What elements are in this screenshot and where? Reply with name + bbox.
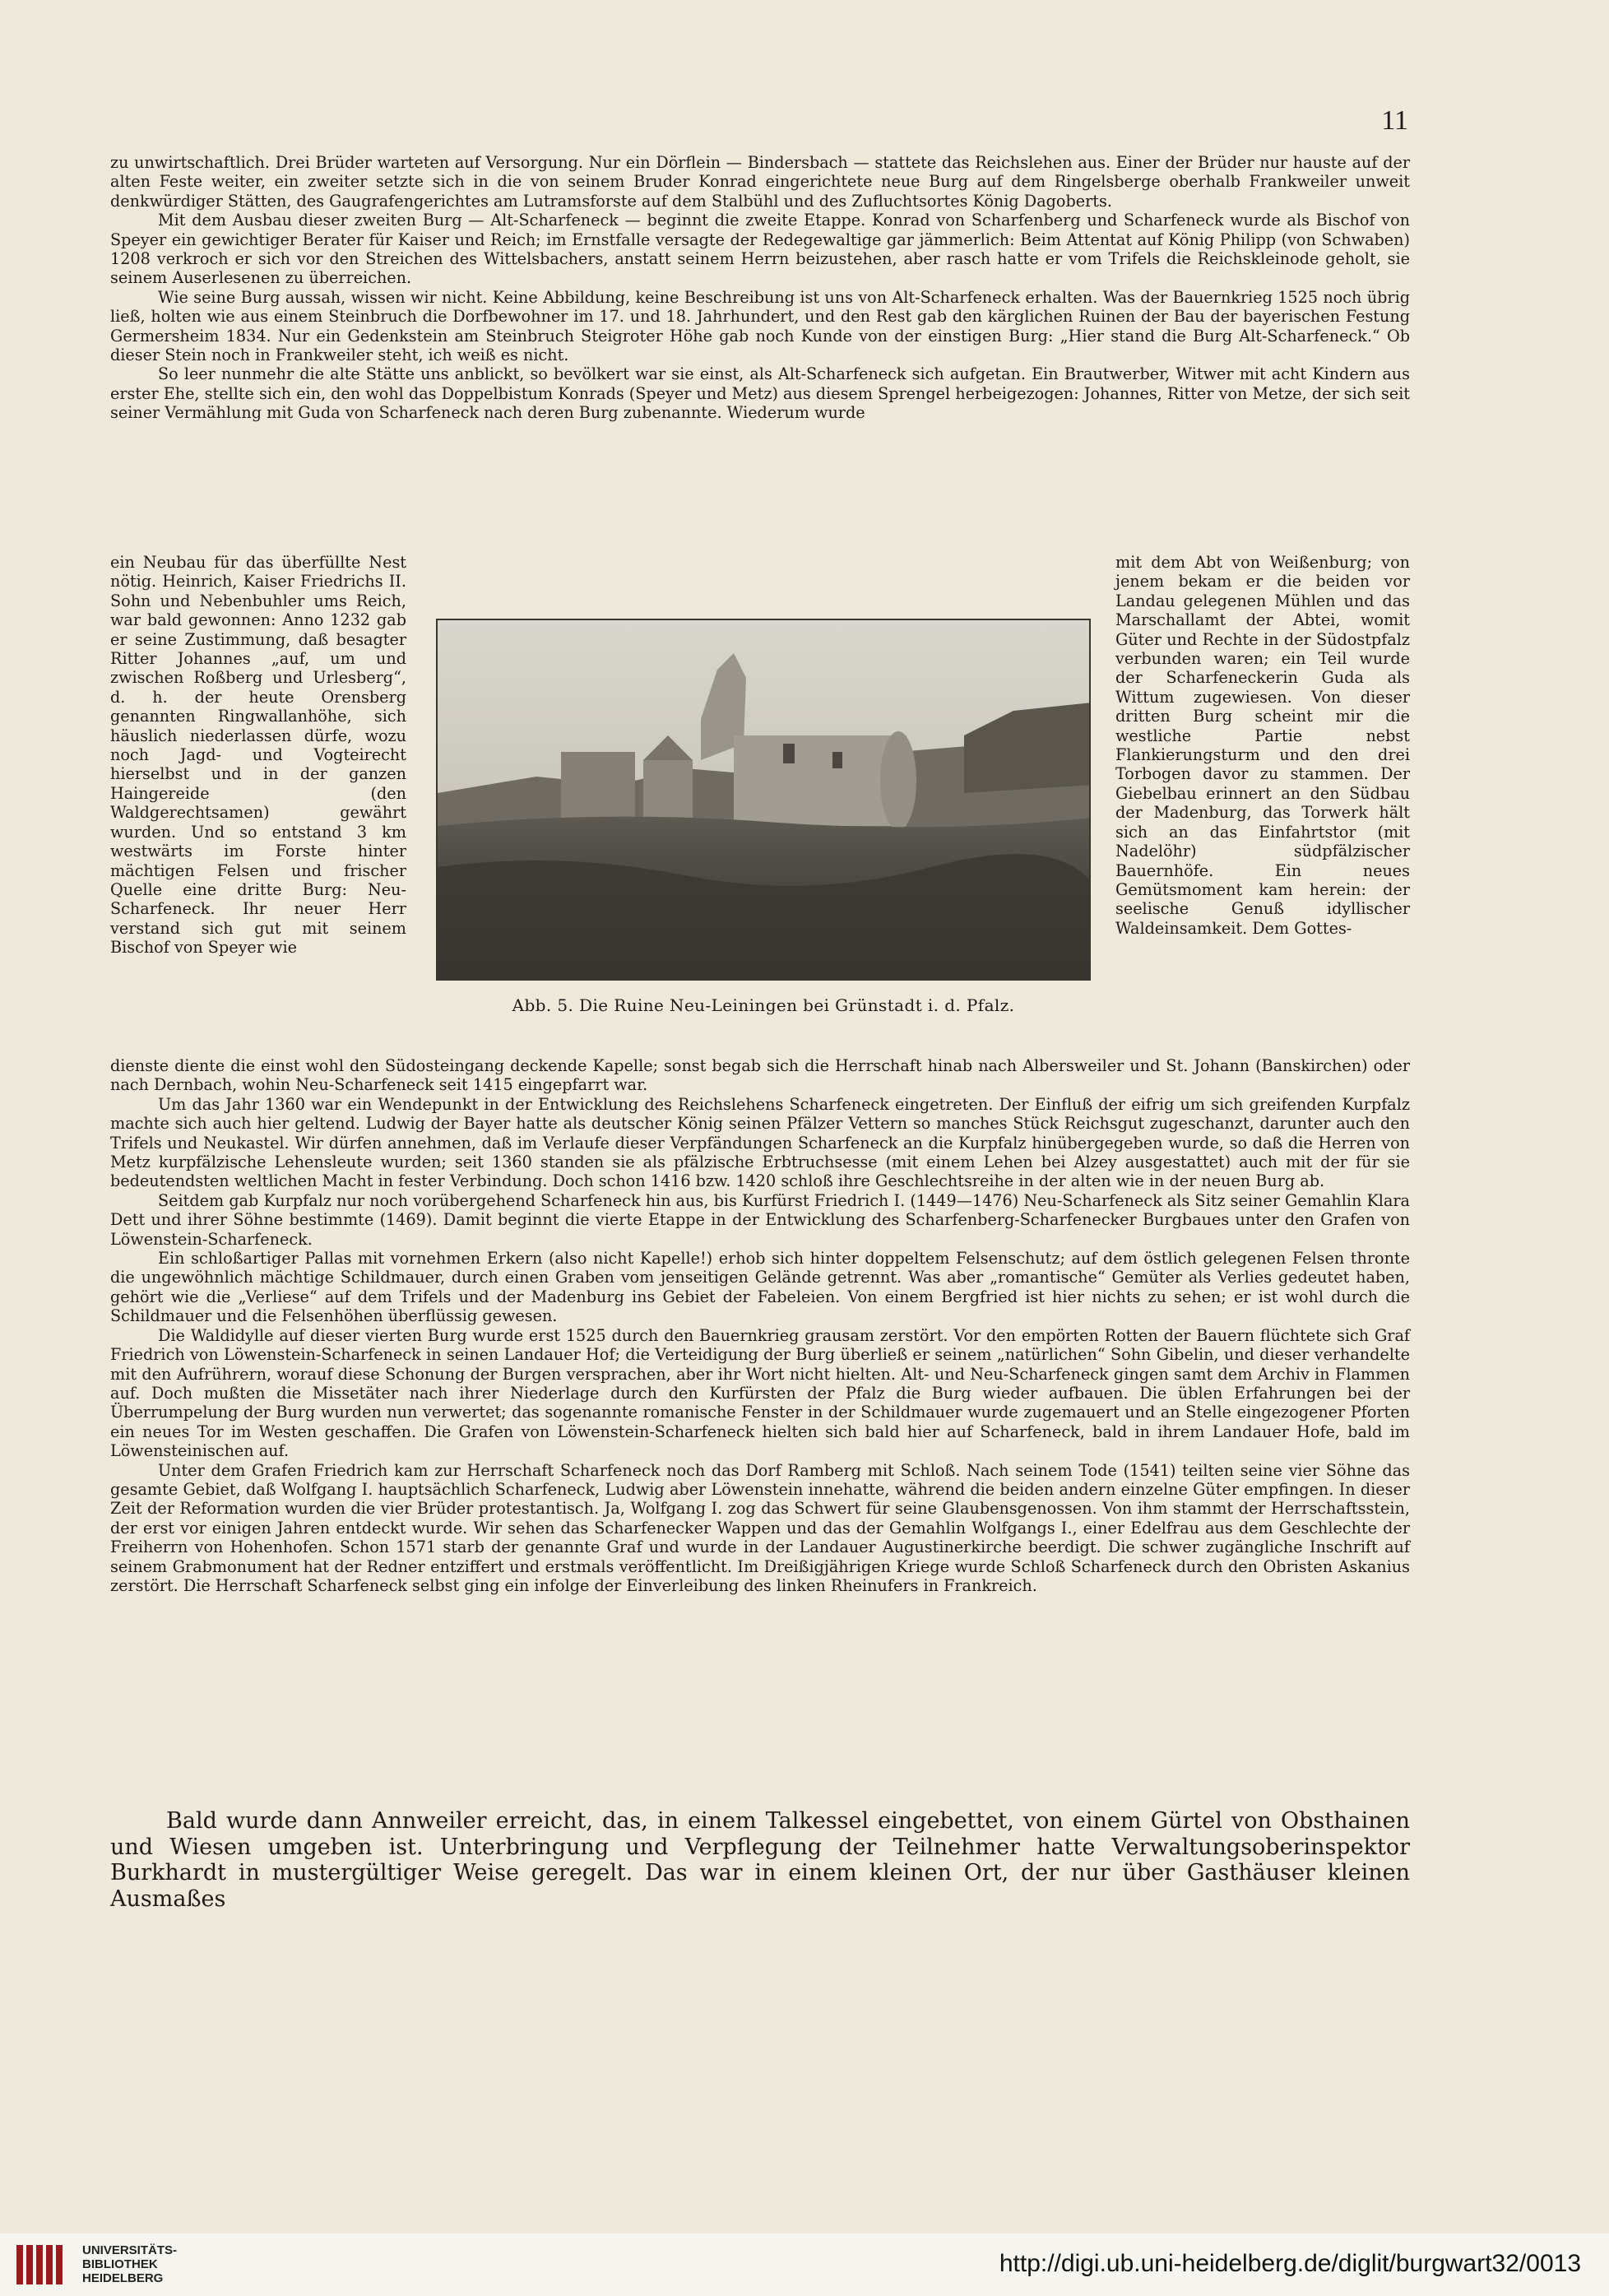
right-column-text: mit dem Abt von Weißenburg; von jenem bekam er die beiden vor Landau gelegenen Mühlen und das Marschallamt der Abtei, womit Güter und Rechte in der Südostpfalz verbunden waren; ein Teil wurde der Scharfeneckerin Guda als Wittum zugewiesen. Von dieser dritten Burg scheint mir die westliche Partie nebst Flankierungsturm und den drei Torbogen davor zu stammen. Der Giebelbau erinnert an den Südbau der Madenburg, das Torwerk hält sich an das Einfahrtstor (mit Nadelöhr) südpfälzischer Bauernhöfe. Ein neues Gemütsmoment kam herein: der seelische Genuß idyllischer Waldeinsamkeit. Dem Gottes-: [1115, 553, 1410, 938]
paragraph: dienste diente die einst wohl den Südosteingang deckende Kapelle; sonst begab sich die Herrschaft hinab nach Albersweiler und St. Johann (Banskirchen) oder nach Dernbach, wohin Neu-Scharfeneck seit 1415 eingepfarrt war.: [110, 1056, 1410, 1095]
paragraph: Ein schloßartiger Pallas mit vornehmen Erkern (also nicht Kapelle!) erhob sich hinter doppeltem Felsenschutz; auf dem östlich gelegenen Felsen thronte die ungewöhnlich mächtige Schildmauer, durch einen Graben vom jenseitigen Gelände getrennt. Was aber „romantische“ Gemüter als Verlies gedeutet haben, gehört wie die „Verliese“ auf dem Trifels und der Madenburg ins Gebiet der Fabeleien. Von einem Bergfried ist hier nichts zu sehen; er ist wohl durch die Schildmauer und die Felsenhöhen überflüssig gewesen.: [110, 1249, 1410, 1326]
paragraph: Mit dem Ausbau dieser zweiten Burg — Alt-Scharfeneck — beginnt die zweite Etappe. Konrad von Scharfenberg und Scharfeneck wurde als Bischof von Speyer ein gewichtiger Berater für Kaiser und Reich; im Ernstfalle versagte der Redegewaltige gar jämmerlich: Beim Attentat auf König Philipp (von Schwaben) 1208 verkroch er sich vor den Streichen des Wittelsbachers, anstatt seinem Herrn beizustehen, aber rasch hatte er vom Trifels die Reichskleinode geholt, sie seinem Auserlesenen zu überreichen.: [110, 211, 1410, 288]
library-name-line: UNIVERSITÄTS-: [82, 2243, 178, 2257]
paragraph: Um das Jahr 1360 war ein Wendepunkt in der Entwicklung des Reichslehens Scharfeneck eingetreten. Der Einfluß der eifrig um sich greifenden Kurpfalz machte sich auch hier geltend. Ludwig der Bayer hatte als deutscher König seinen Pfälzer Vettern so manches Stück Reichsgut zugeschanzt, darunter auch den Trifels und Neukastel. Wir dürfen annehmen, daß im Verlaufe dieser Verpfändungen Scharfeneck an die Kurpfalz hinübergegeben wurde, so daß die Herren von Metz kurpfälzische Lehensleute wurden; seit 1360 standen sie als pfälzische Erbtruchsesse (mit einem Lehen bei Alzey ausgestattet) auch mit der für sie bedeutendsten weltlichen Macht in fester Verbindung. Doch schon 1416 bzw. 1420 schloß ihre Geschlechtsreihe in der alten wie in der neuen Burg ab.: [110, 1094, 1410, 1191]
digitization-footer: [0, 2233, 1609, 2296]
library-name-line: BIBLIOTHEK: [82, 2257, 158, 2271]
bottom-text: [110, 1056, 1410, 1595]
university-library-logo: [15, 2242, 67, 2288]
library-name-line: HEIDELBERG: [82, 2271, 164, 2285]
figure-caption: Abb. 5. Die Ruine Neu-Leiningen bei Grünstadt i. d. Pfalz.: [512, 995, 1015, 1015]
library-name: [82, 2243, 177, 2285]
paragraph: Unter dem Grafen Friedrich kam zur Herrschaft Scharfeneck noch das Dorf Ramberg mit Schloß. Nach seinem Tode (1541) teilten seine vier Söhne das gesamte Gebiet, daß Wolfgang I. hauptsächlich Scharfeneck, Ludwig aber Löwenstein innehatte, während die beiden andern einzelne Güter empfingen. In dieser Zeit der Reformation wurden die vier Brüder protestantisch. Ja, Wolfgang I. zog das Schwert für seine Glaubensgenossen. Von ihm stammt der Herrschaftsstein, der erst vor einigen Jahren entdeckt wurde. Wir sehen das Scharfenecker Wappen und das der Gemahlin Wolfgangs I., einer Edelfrau aus dem Geschlechte der Freiherrn von Hohenhofen. Schon 1571 starb der genannte Graf und wurde in der Landauer Augustinerkirche beerdigt. Die schwer zugängliche Inschrift auf seinem Grabmonument hat der Redner entziffert und erstmals veröffentlicht. Im Dreißigjährigen Kriege wurde Schloß Scharfeneck durch den Obristen Askanius zerstört. Die Herrschaft Scharfeneck selbst ging ein infolge der Einverleibung des linken Rheinufers in Frankreich.: [110, 1460, 1410, 1595]
ruin-photo-image: [438, 620, 1091, 981]
paragraph: Bald wurde dann Annweiler erreicht, das, in einem Talkessel eingebettet, von einem Gürtel von Obsthainen und Wiesen umgeben ist. Unterbringung und Verpflegung der Teilnehmer hatte Verwaltungsoberinspektor Burkhardt in mustergültiger Weise geregelt. Das war in einem kleinen Ort, der nur über Gasthäuser kleinen Ausmaßes: [110, 1808, 1410, 1912]
ruin-photo: [436, 619, 1091, 981]
paragraph: Die Waldidylle auf dieser vierten Burg wurde erst 1525 durch den Bauernkrieg grausam zerstört. Vor den empörten Rotten der Bauern flüchtete sich Graf Friedrich von Löwenstein-Scharfeneck in seinen Landauer Hof; die Verteidigung der Burg überließ er seinem „natürlichen“ Sohn Gibelin, und dieser verhandelte mit den Aufrührern, worauf diese Schonung der Burgen versprachen, aber ihr Wort nicht hielten. Alt- und Neu-Scharfeneck gingen samt dem Archiv in Flammen auf. Doch mußten die Missetäter nach ihrer Niederlage durch den Kurfürsten der Pfalz die Burg wieder aufbauen. Die üblen Erfahrungen bei der Überrumpelung der Burg wurden nun verwertet; das sogenannte romanische Fenster in der Schildmauer wurde zugemauert und an Stelle eingezogener Pforten ein neues Tor im Westen geschaffen. Die Grafen von Löwenstein-Scharfeneck hielten sich bald hier auf Scharfeneck, bald in ihrem Landauer Hofe, bald im Löwensteinischen auf.: [110, 1325, 1410, 1461]
page-number: 11: [1381, 105, 1408, 136]
source-url[interactable]: http://digi.ub.uni-heidelberg.de/diglit/burgwart32/0013: [999, 2250, 1581, 2277]
left-column: [110, 553, 406, 958]
paragraph: So leer nunmehr die alte Stätte uns anblickt, so bevölkert war sie einst, als Alt-Scharfeneck sich aufgetan. Ein Brautwerber, Witwer mit acht Kindern aus erster Ehe, stellte sich ein, den wohl das Doppelbistum Konrads (Speyer und Metz) aus diesem Sprengel herbeigezogen: Johannes, Ritter von Metze, der sich seit seiner Vermählung mit Guda von Scharfeneck nach deren Burg zubenannte. Wiederum wurde: [110, 364, 1410, 423]
paragraph: Seitdem gab Kurpfalz nur noch vorübergehend Scharfeneck hin aus, bis Kurfürst Friedrich I. (1449—1476) Neu-Scharfeneck als Sitz seiner Gemahlin Klara Dett und ihrer Söhne bestimmte (1469). Damit beginnt die vierte Etappe in der Entwicklung des Scharfenberg-Scharfenecker Burgbaues unter den Grafen von Löwenstein-Scharfeneck.: [110, 1190, 1410, 1249]
left-column-text: ein Neubau für das überfüllte Nest nötig. Heinrich, Kaiser Friedrichs II. Sohn und Nebenbuhler ums Reich, war bald gewonnen: Anno 1232 gab er seine Zustimmung, daß besagter Ritter Johannes „auf, um und zwischen Roßberg und Urlesberg“, d. h. der heute Orensberg genannten Ringwallanhöhe, sich häuslich niederlassen dürfe, wozu noch Jagd- und Vogteirecht hierselbst und in der ganzen Haingereide (den Waldgerechtsamen) gewährt wurden. Und so entstand 3 km westwärts im Forste hinter mächtigen Felsen und frischer Quelle eine dritte Burg: Neu-Scharfeneck. Ihr neuer Herr verstand sich gut mit seinem Bischof von Speyer wie: [110, 553, 406, 958]
paragraph: Wie seine Burg aussah, wissen wir nicht. Keine Abbildung, keine Beschreibung ist uns von Alt-Scharfeneck erhalten. Was der Bauernkrieg 1525 noch übrig ließ, holten wie aus einem Steinbruch die Dorfbewohner im 17. und 18. Jahrhundert, und den Rest gab den kärglichen Ruinen der Bau der bayerischen Festung Germersheim 1834. Nur ein Gedenkstein am Steinbruch Steigroter Höhe gab noch Kunde von der einstigen Burg: „Hier stand die Burg Alt-Scharfeneck.“ Ob dieser Stein noch in Frankweiler steht, ich weiß es nicht.: [110, 287, 1410, 365]
top-text: [110, 153, 1410, 423]
right-column: [1115, 553, 1410, 938]
paragraph: zu unwirtschaftlich. Drei Brüder warteten auf Versorgung. Nur ein Dörflein — Bindersbach — stattete das Reichslehen aus. Einer der Brüder nur hauste auf der alten Feste weiter, ein zweiter setzte sich in die von seinem Bruder Konrad eingerichtete neue Burg auf dem Ringelsberge oberhalb Frankweiler unweit denkwürdiger Stätten, des Gaugrafengerichtes am Lutramsforste auf dem Stalbühl und des Zufluchtsortes König Dagoberts.: [110, 153, 1410, 211]
large-print-text: [110, 1808, 1410, 1912]
